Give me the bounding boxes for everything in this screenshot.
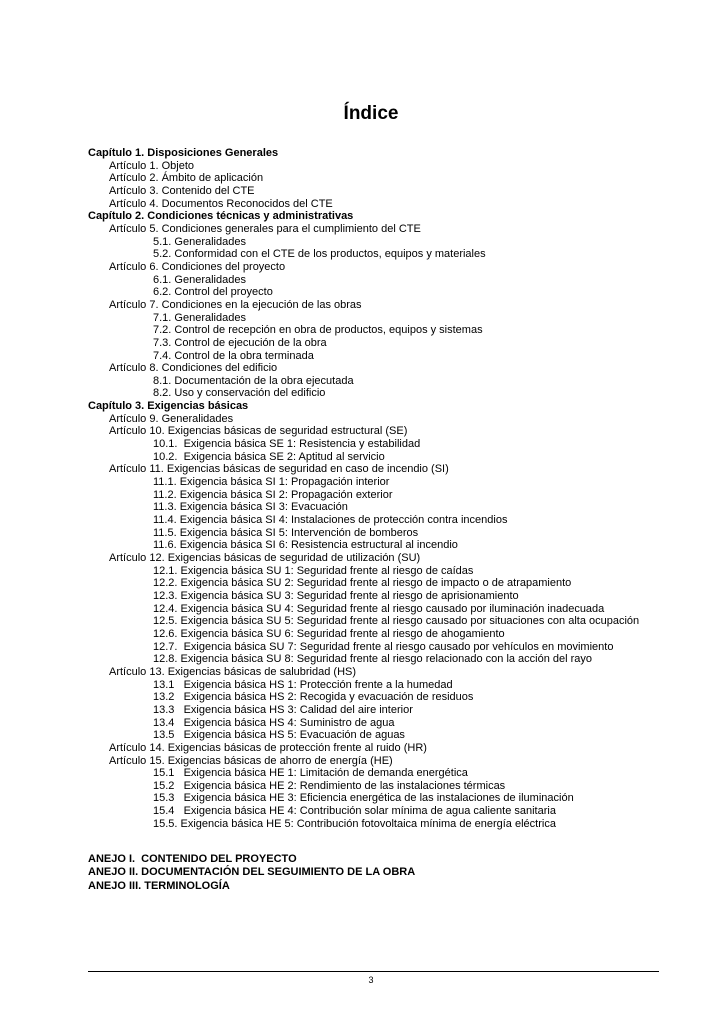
toc-subsection[interactable]: 11.6. Exigencia básica SI 6: Resistencia estructural al incendio <box>153 539 458 552</box>
toc-subsection[interactable]: 12.7. Exigencia básica SU 7: Seguridad frente al riesgo causado por vehículos en movimiento <box>153 640 614 653</box>
toc-subsection[interactable]: 12.2. Exigencia básica SU 2: Seguridad frente al riesgo de impacto o de atrapamiento <box>153 577 572 590</box>
toc-subsection[interactable]: 8.1. Documentación de la obra ejecutada <box>153 374 354 387</box>
annex-entry[interactable]: ANEJO I. CONTENIDO DEL PROYECTO <box>88 853 297 865</box>
toc-subsection[interactable]: 12.6. Exigencia básica SU 6: Seguridad frente al riesgo de ahogamiento <box>153 627 505 640</box>
toc-article[interactable]: Artículo 3. Contenido del CTE <box>109 184 255 197</box>
table-of-contents <box>88 147 688 830</box>
toc-subsection[interactable]: 13.3 Exigencia básica HS 3: Calidad del aire interior <box>153 703 413 716</box>
toc-chapter[interactable]: Capítulo 1. Disposiciones Generales <box>88 147 279 159</box>
toc-subsection[interactable]: 12.3. Exigencia básica SU 3: Seguridad frente al riesgo de aprisionamiento <box>153 589 519 602</box>
toc-subsection[interactable]: 7.2. Control de recepción en obra de productos, equipos y sistemas <box>153 324 483 337</box>
toc-subsection[interactable]: 10.2. Exigencia básica SE 2: Aptitud al servicio <box>153 450 385 463</box>
toc-article[interactable]: Artículo 2. Ámbito de aplicación <box>109 172 264 185</box>
toc-subsection[interactable]: 7.3. Control de ejecución de la obra <box>153 336 327 349</box>
annex-list <box>88 853 415 893</box>
toc-subsection[interactable]: 5.1. Generalidades <box>153 235 246 248</box>
toc-subsection[interactable]: 13.2 Exigencia básica HS 2: Recogida y evacuación de residuos <box>153 691 474 704</box>
toc-article[interactable]: Artículo 7. Condiciones en la ejecución de las obras <box>109 298 362 311</box>
toc-subsection[interactable]: 13.1 Exigencia básica HS 1: Protección frente a la humedad <box>153 678 453 691</box>
toc-subsection[interactable]: 15.2 Exigencia básica HE 2: Rendimiento de las instalaciones térmicas <box>153 779 506 792</box>
toc-article[interactable]: Artículo 4. Documentos Reconocidos del CTE <box>109 197 333 210</box>
toc-subsection[interactable]: 6.2. Control del proyecto <box>153 286 273 299</box>
toc-subsection[interactable]: 11.4. Exigencia básica SI 4: Instalaciones de protección contra incendios <box>153 514 508 527</box>
toc-article[interactable]: Artículo 10. Exigencias básicas de seguridad estructural (SE) <box>109 425 408 438</box>
toc-article[interactable]: Artículo 14. Exigencias básicas de protección frente al ruido (HR) <box>109 741 427 754</box>
toc-chapter[interactable]: Capítulo 3. Exigencias básicas <box>88 400 249 413</box>
footer-rule <box>88 971 659 972</box>
annex-entry[interactable]: ANEJO II. DOCUMENTACIÓN DEL SEGUIMIENTO DE LA OBRA <box>88 866 416 879</box>
toc-article[interactable]: Artículo 6. Condiciones del proyecto <box>109 260 286 273</box>
toc-subsection[interactable]: 6.1. Generalidades <box>153 273 246 286</box>
page-title: Índice <box>343 103 399 124</box>
toc-subsection[interactable]: 5.2. Conformidad con el CTE de los productos, equipos y materiales <box>153 248 486 261</box>
page-number: 3 <box>368 975 374 985</box>
toc-subsection[interactable]: 15.1 Exigencia básica HE 1: Limitación de demanda energética <box>153 767 468 780</box>
toc-article[interactable]: Artículo 13. Exigencias básicas de salubridad (HS) <box>109 665 357 678</box>
toc-subsection[interactable]: 15.4 Exigencia básica HE 4: Contribución solar mínima de agua caliente sanitaria <box>153 805 556 818</box>
toc-subsection[interactable]: 11.1. Exigencia básica SI 1: Propagación interior <box>153 476 390 489</box>
toc-subsection[interactable]: 7.4. Control de la obra terminada <box>153 349 314 362</box>
toc-subsection[interactable]: 15.3 Exigencia básica HE 3: Eficiencia energética de las instalaciones de iluminación <box>153 792 574 805</box>
toc-subsection[interactable]: 12.8. Exigencia básica SU 8: Seguridad frente al riesgo relacionado con la acción del rayo <box>153 653 593 666</box>
toc-subsection[interactable]: 12.4. Exigencia básica SU 4: Seguridad frente al riesgo causado por iluminación inadecuada <box>153 602 605 615</box>
toc-subsection[interactable]: 11.5. Exigencia básica SI 5: Intervención de bomberos <box>153 526 419 539</box>
toc-subsection[interactable]: 11.2. Exigencia básica SI 2: Propagación exterior <box>153 488 393 501</box>
toc-subsection[interactable]: 15.5. Exigencia básica HE 5: Contribución fotovoltaica mínima de energía eléctrica <box>153 817 556 830</box>
toc-chapter[interactable]: Capítulo 2. Condiciones técnicas y administrativas <box>88 210 354 223</box>
toc-subsection[interactable]: 8.2. Uso y conservación del edificio <box>153 387 326 400</box>
toc-article[interactable]: Artículo 1. Objeto <box>109 159 194 172</box>
toc-article[interactable]: Artículo 15. Exigencias básicas de ahorro de energía (HE) <box>109 754 393 767</box>
toc-subsection[interactable]: 7.1. Generalidades <box>153 311 246 324</box>
toc-article[interactable]: Artículo 11. Exigencias básicas de seguridad en caso de incendio (SI) <box>109 463 449 476</box>
toc-subsection[interactable]: 13.4 Exigencia básica HS 4: Suministro de agua <box>153 716 395 729</box>
toc-article[interactable]: Artículo 9. Generalidades <box>109 412 234 425</box>
toc-subsection[interactable]: 12.1. Exigencia básica SU 1: Seguridad frente al riesgo de caídas <box>153 564 474 577</box>
annex-entry[interactable]: ANEJO III. TERMINOLOGÍA <box>88 879 230 892</box>
toc-article[interactable]: Artículo 8. Condiciones del edificio <box>109 362 278 375</box>
toc-subsection[interactable]: 12.5. Exigencia básica SU 5: Seguridad frente al riesgo causado por situaciones con alta ocupación <box>153 615 640 628</box>
toc-article[interactable]: Artículo 5. Condiciones generales para el cumplimiento del CTE <box>109 222 421 235</box>
toc-subsection[interactable]: 10.1. Exigencia básica SE 1: Resistencia y estabilidad <box>153 438 421 451</box>
toc-subsection[interactable]: 11.3. Exigencia básica SI 3: Evacuación <box>153 501 348 514</box>
toc-article[interactable]: Artículo 12. Exigencias básicas de seguridad de utilización (SU) <box>109 552 421 564</box>
toc-subsection[interactable]: 13.5 Exigencia básica HS 5: Evacuación de aguas <box>153 729 405 742</box>
